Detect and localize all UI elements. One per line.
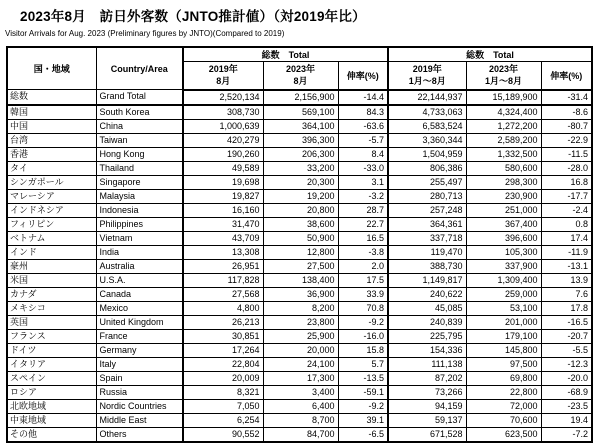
aug-growth-value: 2.0 bbox=[338, 259, 388, 273]
aug-growth-value: 22.7 bbox=[338, 217, 388, 231]
aug-2019-value: 31,470 bbox=[183, 217, 263, 231]
aug-growth-value: 15.8 bbox=[338, 343, 388, 357]
cum-2019-value: 255,497 bbox=[388, 175, 466, 189]
cum-growth-value: 7.6 bbox=[541, 287, 592, 301]
cum-growth-value: -12.3 bbox=[541, 357, 592, 371]
cum-2019-value: 1,149,817 bbox=[388, 273, 466, 287]
visitor-arrivals-table bbox=[6, 46, 593, 443]
table-row bbox=[7, 105, 592, 120]
cum-2023-value: 251,000 bbox=[466, 203, 541, 217]
aug-2019-value: 22,804 bbox=[183, 357, 263, 371]
table-row bbox=[7, 175, 592, 189]
aug-2023-value: 20,300 bbox=[263, 175, 338, 189]
table-row bbox=[7, 189, 592, 203]
aug-2023-value: 8,200 bbox=[263, 301, 338, 315]
table-row bbox=[7, 203, 592, 217]
aug-growth-value: -9.2 bbox=[338, 399, 388, 413]
cum-2023-value: 179,100 bbox=[466, 329, 541, 343]
cum-2019-value: 45,085 bbox=[388, 301, 466, 315]
cum-2019-value: 280,713 bbox=[388, 189, 466, 203]
country-name-en: Malaysia bbox=[96, 189, 183, 203]
country-name-en: Germany bbox=[96, 343, 183, 357]
aug-2019-value: 117,828 bbox=[183, 273, 263, 287]
cum-2019-value: 4,733,063 bbox=[388, 105, 466, 120]
country-name-en: Canada bbox=[96, 287, 183, 301]
aug-2019-value: 13,308 bbox=[183, 245, 263, 259]
cum-2019-value: 806,386 bbox=[388, 161, 466, 175]
cum-2023-value: 337,900 bbox=[466, 259, 541, 273]
cum-growth-value: 17.4 bbox=[541, 231, 592, 245]
cum-2019-value: 6,583,524 bbox=[388, 119, 466, 133]
cum-2019-value: 337,718 bbox=[388, 231, 466, 245]
table-row bbox=[7, 371, 592, 385]
table-body bbox=[7, 90, 592, 442]
table-row bbox=[7, 427, 592, 442]
country-name-en: Indonesia bbox=[96, 203, 183, 217]
aug-2023-value: 84,700 bbox=[263, 427, 338, 442]
aug-growth-value: 3.1 bbox=[338, 175, 388, 189]
cum-growth-value: 13.9 bbox=[541, 273, 592, 287]
cum-2023-value: 367,400 bbox=[466, 217, 541, 231]
cum-2023-value: 580,600 bbox=[466, 161, 541, 175]
page-title: 2023年8月 訪日外客数（JNTO推計値）（対2019年比） bbox=[20, 9, 366, 24]
header-growth-cum: 伸率(%) bbox=[541, 62, 592, 90]
header-cum-2019 bbox=[388, 62, 466, 90]
cum-growth-value: -8.6 bbox=[541, 105, 592, 120]
cum-2019-value: 119,470 bbox=[388, 245, 466, 259]
cum-2023-value: 298,300 bbox=[466, 175, 541, 189]
aug-2023-value: 364,100 bbox=[263, 119, 338, 133]
header-aug-2023-month: 8月 bbox=[293, 76, 308, 87]
cum-2023-value: 105,300 bbox=[466, 245, 541, 259]
aug-growth-value: 28.7 bbox=[338, 203, 388, 217]
cum-2023-value: 69,800 bbox=[466, 371, 541, 385]
table-row bbox=[7, 329, 592, 343]
aug-growth-value: -16.0 bbox=[338, 329, 388, 343]
cum-2019-value: 3,360,344 bbox=[388, 133, 466, 147]
aug-2019-value: 8,321 bbox=[183, 385, 263, 399]
aug-growth-value: 84.3 bbox=[338, 105, 388, 120]
country-name-en: Spain bbox=[96, 371, 183, 385]
header-group-total-aug: 総数 Total bbox=[183, 47, 388, 62]
cum-growth-value: -68.9 bbox=[541, 385, 592, 399]
aug-growth-value: -59.1 bbox=[338, 385, 388, 399]
cum-2023-value: 1,309,400 bbox=[466, 273, 541, 287]
country-name-en: Taiwan bbox=[96, 133, 183, 147]
cum-growth-value: -5.5 bbox=[541, 343, 592, 357]
aug-2023-value: 23,800 bbox=[263, 315, 338, 329]
country-name-jp: その他 bbox=[7, 427, 96, 442]
cum-2019-value: 225,795 bbox=[388, 329, 466, 343]
table-row bbox=[7, 90, 592, 105]
aug-growth-value: 8.4 bbox=[338, 147, 388, 161]
aug-2019-value: 90,552 bbox=[183, 427, 263, 442]
country-name-jp: 北欧地域 bbox=[7, 399, 96, 413]
cum-2023-value: 259,000 bbox=[466, 287, 541, 301]
aug-2019-value: 2,520,134 bbox=[183, 90, 263, 105]
table-header bbox=[7, 47, 592, 90]
country-name-en: France bbox=[96, 329, 183, 343]
country-name-en: South Korea bbox=[96, 105, 183, 120]
country-name-jp: シンガポール bbox=[7, 175, 96, 189]
aug-2023-value: 25,900 bbox=[263, 329, 338, 343]
country-name-en: Australia bbox=[96, 259, 183, 273]
cum-growth-value: -31.4 bbox=[541, 90, 592, 105]
aug-2023-value: 6,400 bbox=[263, 399, 338, 413]
cum-growth-value: -22.9 bbox=[541, 133, 592, 147]
header-aug-2019 bbox=[183, 62, 263, 90]
cum-2019-value: 240,839 bbox=[388, 315, 466, 329]
cum-2023-value: 15,189,900 bbox=[466, 90, 541, 105]
cum-growth-value: 19.4 bbox=[541, 413, 592, 427]
cum-2023-value: 230,900 bbox=[466, 189, 541, 203]
cum-2019-value: 257,248 bbox=[388, 203, 466, 217]
aug-2023-value: 206,300 bbox=[263, 147, 338, 161]
aug-2023-value: 38,600 bbox=[263, 217, 338, 231]
cum-2023-value: 70,600 bbox=[466, 413, 541, 427]
country-name-en: Mexico bbox=[96, 301, 183, 315]
country-name-jp: スペイン bbox=[7, 371, 96, 385]
header-aug-2023-year: 2023年 bbox=[285, 64, 316, 75]
cum-growth-value: -20.7 bbox=[541, 329, 592, 343]
country-name-en: Others bbox=[96, 427, 183, 442]
country-name-jp: 香港 bbox=[7, 147, 96, 161]
aug-2019-value: 43,709 bbox=[183, 231, 263, 245]
table-row bbox=[7, 385, 592, 399]
country-name-en: U.S.A. bbox=[96, 273, 183, 287]
aug-2019-value: 19,698 bbox=[183, 175, 263, 189]
country-name-en: Philippines bbox=[96, 217, 183, 231]
aug-2019-value: 17,264 bbox=[183, 343, 263, 357]
header-aug-2019-year: 2019年 bbox=[208, 64, 238, 75]
country-name-jp: 韓国 bbox=[7, 105, 96, 120]
aug-2023-value: 50,900 bbox=[263, 231, 338, 245]
cum-growth-value: 16.8 bbox=[541, 175, 592, 189]
aug-2019-value: 27,568 bbox=[183, 287, 263, 301]
table-row bbox=[7, 161, 592, 175]
country-name-jp: メキシコ bbox=[7, 301, 96, 315]
header-aug-2019-month: 8月 bbox=[216, 76, 231, 87]
aug-2019-value: 20,009 bbox=[183, 371, 263, 385]
cum-2023-value: 97,500 bbox=[466, 357, 541, 371]
table-row bbox=[7, 399, 592, 413]
cum-2019-value: 240,622 bbox=[388, 287, 466, 301]
cum-2023-value: 201,000 bbox=[466, 315, 541, 329]
cum-2019-value: 22,144,937 bbox=[388, 90, 466, 105]
cum-2019-value: 111,138 bbox=[388, 357, 466, 371]
table-row bbox=[7, 413, 592, 427]
aug-growth-value: 39.1 bbox=[338, 413, 388, 427]
table-row bbox=[7, 147, 592, 161]
country-name-jp: フランス bbox=[7, 329, 96, 343]
country-name-en: Vietnam bbox=[96, 231, 183, 245]
cum-growth-value: -28.0 bbox=[541, 161, 592, 175]
table-row bbox=[7, 287, 592, 301]
aug-2019-value: 26,951 bbox=[183, 259, 263, 273]
header-cum-2019-months: 1月～8月 bbox=[408, 76, 446, 87]
header-aug-2023 bbox=[263, 62, 338, 90]
aug-2019-value: 7,050 bbox=[183, 399, 263, 413]
cum-2019-value: 364,361 bbox=[388, 217, 466, 231]
aug-growth-value: -5.7 bbox=[338, 133, 388, 147]
header-group-row bbox=[7, 47, 592, 62]
table-row bbox=[7, 119, 592, 133]
aug-growth-value: 33.9 bbox=[338, 287, 388, 301]
country-name-jp: ロシア bbox=[7, 385, 96, 399]
header-group-total-cum: 総数 Total bbox=[388, 47, 592, 62]
country-name-jp: タイ bbox=[7, 161, 96, 175]
aug-growth-value: 70.8 bbox=[338, 301, 388, 315]
cum-growth-value: 17.8 bbox=[541, 301, 592, 315]
header-cum-2019-year: 2019年 bbox=[412, 64, 442, 75]
aug-2023-value: 17,300 bbox=[263, 371, 338, 385]
header-country-en: Country/Area bbox=[96, 47, 183, 90]
cum-2023-value: 1,272,200 bbox=[466, 119, 541, 133]
aug-2023-value: 27,500 bbox=[263, 259, 338, 273]
aug-growth-value: 5.7 bbox=[338, 357, 388, 371]
cum-2019-value: 59,137 bbox=[388, 413, 466, 427]
table-row bbox=[7, 357, 592, 371]
cum-growth-value: -13.1 bbox=[541, 259, 592, 273]
aug-2023-value: 36,900 bbox=[263, 287, 338, 301]
cum-2019-value: 87,202 bbox=[388, 371, 466, 385]
cum-growth-value: -7.2 bbox=[541, 427, 592, 442]
country-name-en: Russia bbox=[96, 385, 183, 399]
cum-growth-value: -23.5 bbox=[541, 399, 592, 413]
country-name-jp: 中東地域 bbox=[7, 413, 96, 427]
table-row bbox=[7, 301, 592, 315]
cum-2019-value: 671,528 bbox=[388, 427, 466, 442]
country-name-en: United Kingdom bbox=[96, 315, 183, 329]
table-row bbox=[7, 245, 592, 259]
cum-2023-value: 623,500 bbox=[466, 427, 541, 442]
aug-2023-value: 33,200 bbox=[263, 161, 338, 175]
country-name-jp: 台湾 bbox=[7, 133, 96, 147]
aug-growth-value: 17.5 bbox=[338, 273, 388, 287]
country-name-jp: 英国 bbox=[7, 315, 96, 329]
table-row bbox=[7, 133, 592, 147]
cum-growth-value: -17.7 bbox=[541, 189, 592, 203]
table-row bbox=[7, 315, 592, 329]
cum-2023-value: 22,800 bbox=[466, 385, 541, 399]
aug-2023-value: 20,800 bbox=[263, 203, 338, 217]
cum-2023-value: 4,324,400 bbox=[466, 105, 541, 120]
country-name-en: Hong Kong bbox=[96, 147, 183, 161]
header-cum-2023-year: 2023年 bbox=[489, 64, 519, 75]
country-name-jp: インド bbox=[7, 245, 96, 259]
aug-growth-value: -63.6 bbox=[338, 119, 388, 133]
country-name-en: China bbox=[96, 119, 183, 133]
header-cum-2023-months: 1月～8月 bbox=[485, 76, 523, 87]
aug-growth-value: -13.5 bbox=[338, 371, 388, 385]
cum-2023-value: 2,589,200 bbox=[466, 133, 541, 147]
cum-growth-value: -16.5 bbox=[541, 315, 592, 329]
cum-growth-value: -80.7 bbox=[541, 119, 592, 133]
aug-2019-value: 190,260 bbox=[183, 147, 263, 161]
aug-2023-value: 569,100 bbox=[263, 105, 338, 120]
aug-2019-value: 16,160 bbox=[183, 203, 263, 217]
cum-2019-value: 1,504,959 bbox=[388, 147, 466, 161]
country-name-en: India bbox=[96, 245, 183, 259]
cum-2023-value: 1,332,500 bbox=[466, 147, 541, 161]
aug-2019-value: 30,851 bbox=[183, 329, 263, 343]
country-name-jp: マレーシア bbox=[7, 189, 96, 203]
country-name-en: Singapore bbox=[96, 175, 183, 189]
country-name-jp: 総数 bbox=[7, 90, 96, 105]
aug-2019-value: 420,279 bbox=[183, 133, 263, 147]
country-name-jp: 中国 bbox=[7, 119, 96, 133]
aug-2019-value: 19,827 bbox=[183, 189, 263, 203]
cum-2023-value: 396,600 bbox=[466, 231, 541, 245]
aug-2023-value: 19,200 bbox=[263, 189, 338, 203]
aug-2019-value: 308,730 bbox=[183, 105, 263, 120]
cum-growth-value: 0.8 bbox=[541, 217, 592, 231]
aug-2019-value: 1,000,639 bbox=[183, 119, 263, 133]
country-name-jp: 米国 bbox=[7, 273, 96, 287]
cum-growth-value: -11.5 bbox=[541, 147, 592, 161]
cum-2023-value: 53,100 bbox=[466, 301, 541, 315]
country-name-jp: カナダ bbox=[7, 287, 96, 301]
aug-growth-value: -9.2 bbox=[338, 315, 388, 329]
aug-growth-value: -14.4 bbox=[338, 90, 388, 105]
country-name-en: Thailand bbox=[96, 161, 183, 175]
page-subtitle: Visitor Arrivals for Aug. 2023 (Preliminary figures by JNTO)(Compared to 2019) bbox=[5, 29, 285, 38]
country-name-jp: 豪州 bbox=[7, 259, 96, 273]
cum-2023-value: 72,000 bbox=[466, 399, 541, 413]
country-name-jp: ベトナム bbox=[7, 231, 96, 245]
country-name-jp: ドイツ bbox=[7, 343, 96, 357]
table-row bbox=[7, 217, 592, 231]
aug-growth-value: 16.5 bbox=[338, 231, 388, 245]
cum-growth-value: -20.0 bbox=[541, 371, 592, 385]
aug-2019-value: 4,800 bbox=[183, 301, 263, 315]
cum-growth-value: -11.9 bbox=[541, 245, 592, 259]
aug-2023-value: 20,000 bbox=[263, 343, 338, 357]
cum-growth-value: -2.4 bbox=[541, 203, 592, 217]
cum-2023-value: 145,800 bbox=[466, 343, 541, 357]
aug-2023-value: 12,800 bbox=[263, 245, 338, 259]
aug-2019-value: 6,254 bbox=[183, 413, 263, 427]
table-row bbox=[7, 343, 592, 357]
aug-growth-value: -6.5 bbox=[338, 427, 388, 442]
cum-2019-value: 388,730 bbox=[388, 259, 466, 273]
cum-2019-value: 73,266 bbox=[388, 385, 466, 399]
table-row bbox=[7, 273, 592, 287]
header-country-jp: 国・地域 bbox=[7, 47, 96, 90]
header-growth-aug: 伸率(%) bbox=[338, 62, 388, 90]
aug-2019-value: 49,589 bbox=[183, 161, 263, 175]
aug-2019-value: 26,213 bbox=[183, 315, 263, 329]
aug-growth-value: -33.0 bbox=[338, 161, 388, 175]
country-name-jp: インドネシア bbox=[7, 203, 96, 217]
table-row bbox=[7, 231, 592, 245]
country-name-en: Middle East bbox=[96, 413, 183, 427]
cum-2019-value: 94,159 bbox=[388, 399, 466, 413]
aug-2023-value: 24,100 bbox=[263, 357, 338, 371]
aug-2023-value: 2,156,900 bbox=[263, 90, 338, 105]
aug-2023-value: 3,400 bbox=[263, 385, 338, 399]
header-cum-2023 bbox=[466, 62, 541, 90]
cum-2019-value: 154,336 bbox=[388, 343, 466, 357]
aug-growth-value: -3.2 bbox=[338, 189, 388, 203]
country-name-en: Grand Total bbox=[96, 90, 183, 105]
aug-growth-value: -3.8 bbox=[338, 245, 388, 259]
aug-2023-value: 396,300 bbox=[263, 133, 338, 147]
country-name-en: Italy bbox=[96, 357, 183, 371]
country-name-jp: フィリピン bbox=[7, 217, 96, 231]
table-row bbox=[7, 259, 592, 273]
aug-2023-value: 138,400 bbox=[263, 273, 338, 287]
country-name-jp: イタリア bbox=[7, 357, 96, 371]
aug-2023-value: 8,700 bbox=[263, 413, 338, 427]
country-name-en: Nordic Countries bbox=[96, 399, 183, 413]
